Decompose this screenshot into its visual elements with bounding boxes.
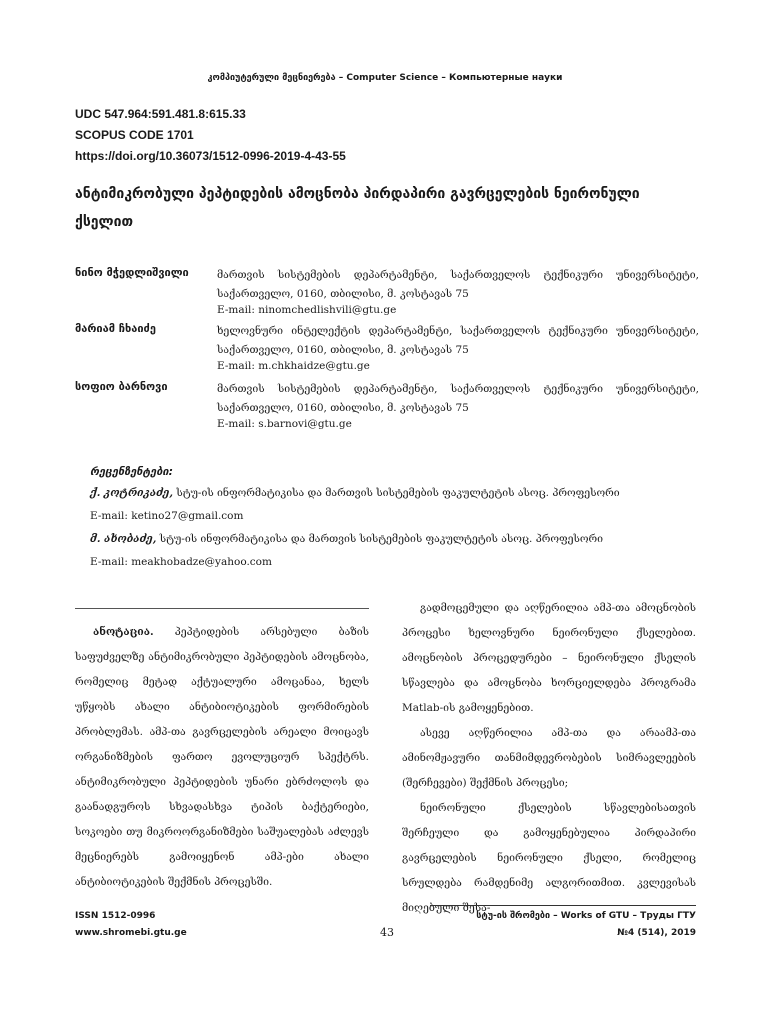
article-metadata	[75, 104, 346, 167]
footer-issn: ISSN 1512-0996	[75, 911, 156, 921]
footer-website[interactable]: www.shromebi.gtu.ge	[75, 928, 187, 938]
reviewers-block	[90, 462, 690, 574]
reviewer-name: მ. ახობაძე,	[90, 533, 157, 545]
article-title: ანტიმიკრობული პეპტიდების ამოცნობა პირდაპირი გავრცელების ნეირონული ქსელით	[75, 186, 640, 230]
running-header: კომპიუტერული მეცნიერება – Computer Science – Компьютерные науки	[207, 73, 563, 83]
abstract-label: ანოტაცია.	[93, 626, 154, 638]
author-affiliation: მართვის სისტემების დეპარტამენტი, საქართველოს ტექნიკური უნივერსიტეტი, საქართველო, 0160, თბილისი, მ. კოსტავას 75	[217, 269, 699, 300]
abstract-paragraph: ასევე აღწერილია ამპ-თა და არაამპ-თა ამინომჟავური თანმიმდევრობების სიმრავლეების (შერჩევები) შექმნის პროცესი;	[402, 727, 696, 789]
scopus-code: SCOPUS CODE 1701	[75, 128, 194, 142]
footer-journal-name: სტუ-ის შრომები – Works of GTU – Труды ГТУ	[476, 911, 696, 921]
author-name: მარიამ ჩხაიძე	[75, 322, 156, 335]
reviewer-email[interactable]: E-mail: meakhobadze@yahoo.com	[90, 556, 272, 568]
doi-link[interactable]: https://doi.org/10.36073/1512-0996-2019-4-43-55	[75, 149, 346, 163]
abstract-left-column	[75, 620, 369, 895]
author-email[interactable]: E-mail: ninomchedlishvili@gtu.ge	[217, 304, 397, 316]
section-divider	[75, 608, 369, 609]
author-affiliation: მართვის სისტემების დეპარტამენტი, საქართველოს ტექნიკური უნივერსიტეტი, საქართველო, 0160, თბილისი, მ. კოსტავას 75	[217, 383, 699, 414]
footer-divider	[430, 905, 696, 906]
reviewer-position: სტუ-ის ინფორმატიკისა და მართვის სისტემების ფაკულტეტის ასოც. პროფესორი	[156, 533, 604, 545]
udc-code: UDC 547.964:591.481.8:615.33	[75, 107, 246, 121]
abstract-right-column	[402, 596, 696, 921]
footer-issue-number: №4 (514), 2019	[617, 928, 696, 938]
reviewer-line	[90, 528, 690, 551]
page-number: 43	[380, 926, 394, 939]
author-affiliation: ხელოვნური ინტელექტის დეპარტამენტი, საქართველოს ტექნიკური უნივერსიტეტი, საქართველო, 0160, თბილისი, მ. კოსტავას 75	[217, 325, 699, 356]
reviewers-title: რეცენზენტები:	[90, 465, 173, 478]
reviewer-email[interactable]: E-mail: ketino27@gmail.com	[90, 510, 244, 522]
author-name: სოფიო ბარნოვი	[75, 380, 168, 393]
abstract-text: პეპტიდების არსებული ბაზის საფუძველზე ანტიმიკრობული პეპტიდების ამოცნობა, რომელიც მეტად აქტუალური ამოცანაა, ხელს უწყობს ახალი ანტიბიოტიკების ფორმირების პრობლემას. ამპ-თა გავრცელების არეალი მოიცავს ორგანიზმების ფართო ევოლუციურ სპექტრს. ანტიმიკრობული პეპტიდების უნარი ებრძოლოს და გაანადგუროს სხვადასხვა ტიპის ბაქტერიები, სოკოები თუ მიკროორგანიზმები საშუალებას აძლევს მეცნიერებს გამოიყენონ ამპ-ები ახალი ანტიბიოტიკების შექმნის პროცესში.	[75, 626, 369, 888]
abstract-paragraph: გადმოცემული და აღწერილია ამპ-თა ამოცნობის პროცესი ხელოვნური ნეირონული ქსელებით. ამოცნობის პროცედურები – ნეირონული ქსელის სწავლება და ამოცნობა ხორციელდება პროგრამა Matlab-ის გამოყენებით.	[402, 602, 696, 714]
author-name: ნინო მჭედლიშვილი	[75, 266, 189, 279]
reviewer-name: ქ. კოტრიკაძე,	[90, 487, 173, 499]
reviewer-position: სტუ-ის ინფორმატიკისა და მართვის სისტემების ფაკულტეტის ასოც. პროფესორი	[173, 487, 620, 499]
abstract-paragraph: ნეირონული ქსელების სწავლებისათვის შერჩეული და გამოყენებულია პირდაპირი გავრცელების ნეირონული ქსელი, რომელიც სრულდება რამდენიმე ალგორითმით. კვლევისას მიღებული შესა-	[402, 802, 696, 914]
author-email[interactable]: E-mail: m.chkhaidze@gtu.ge	[217, 360, 370, 372]
author-email[interactable]: E-mail: s.barnovi@gtu.ge	[217, 418, 352, 430]
reviewer-line	[90, 482, 690, 505]
